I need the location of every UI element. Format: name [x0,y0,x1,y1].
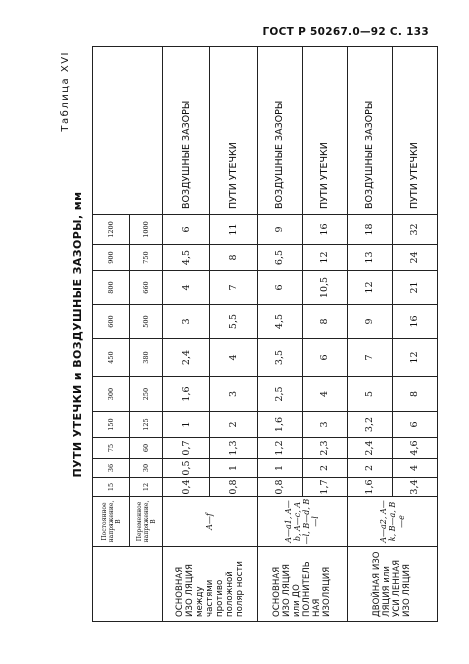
value-cell: 6 [302,339,347,377]
dc-voltage-cell: 1200 [93,215,130,245]
value-cell: 1,7 [302,478,347,497]
test-points-cell: A—f [163,497,257,547]
value-cell: 2 [347,459,392,478]
value-cell: 12 [392,339,437,377]
table-row [163,47,210,622]
value-cell: 13 [347,245,392,271]
value-cell: 0,7 [163,438,210,459]
measure-kind-cell: ВОЗДУШНЫЕ ЗАЗОРЫ [347,47,392,215]
table-body [93,47,438,622]
ac-voltage-cell: 12 [130,478,163,497]
dc-voltage-cell: 15 [93,478,130,497]
value-cell: 1 [210,459,257,478]
value-cell: 7 [210,271,257,305]
value-cell: 2,5 [257,377,302,412]
ac-voltage-cell: 1000 [130,215,163,245]
ac-voltage-header: Переменное напряжение, В [130,497,163,547]
value-cell: 3 [210,377,257,412]
dc-voltage-cell: 900 [93,245,130,271]
value-cell: 4 [210,339,257,377]
value-cell: 1,6 [347,478,392,497]
value-cell: 3 [302,412,347,438]
value-cell: 2,4 [347,438,392,459]
value-cell: 7 [347,339,392,377]
value-cell: 5,5 [210,305,257,339]
value-cell: 6 [163,215,210,245]
measure-kind-cell: ПУТИ УТЕЧКИ [210,47,257,215]
value-cell: 0,8 [210,478,257,497]
value-cell: 5 [347,377,392,412]
value-cell: 4 [302,377,347,412]
ac-voltage-cell: 250 [130,377,163,412]
value-cell: 10,5 [302,271,347,305]
clearance-table [92,46,438,622]
test-points-cell: A—a1, A—b, A—c, A—l, B—d, B—l [257,497,347,547]
insulation-type-cell: ДВОЙНАЯ ИЗО ЛЯЦИЯ или УСИ ЛЕННАЯ ИЗО ЛЯЦИЯ [347,547,437,622]
value-cell: 4,5 [163,245,210,271]
value-cell: 24 [392,245,437,271]
value-cell: 0,4 [163,478,210,497]
value-cell: 6 [392,412,437,438]
value-cell: 2,4 [163,339,210,377]
ac-voltage-cell: 500 [130,305,163,339]
dc-voltage-cell: 300 [93,377,130,412]
value-cell: 4 [392,459,437,478]
value-cell: 32 [392,215,437,245]
value-cell: 2,3 [302,438,347,459]
ac-voltage-cell: 750 [130,245,163,271]
measure-kind-cell: ПУТИ УТЕЧКИ [392,47,437,215]
value-cell: 1,6 [257,412,302,438]
value-cell: 1,6 [163,377,210,412]
value-cell: 6 [257,271,302,305]
measure-kind-cell: ВОЗДУШНЫЕ ЗАЗОРЫ [163,47,210,215]
ac-voltage-cell: 380 [130,339,163,377]
value-cell: 0,8 [257,478,302,497]
insulation-type-cell: ОСНОВНАЯ ИЗО ЛЯЦИЯ между частями противо положной поляр ности [163,547,257,622]
value-cell: 11 [210,215,257,245]
measure-kind-cell: ПУТИ УТЕЧКИ [302,47,347,215]
value-cell: 16 [392,305,437,339]
value-cell: 9 [347,305,392,339]
ac-voltage-cell: 125 [130,412,163,438]
value-cell: 2 [302,459,347,478]
value-cell: 12 [347,271,392,305]
value-cell: 4,5 [257,305,302,339]
dc-voltage-header: Постоянное напряжение, В [93,497,130,547]
header-empty-cell [93,47,163,215]
dc-voltage-cell: 150 [93,412,130,438]
dc-voltage-cell: 800 [93,271,130,305]
value-cell: 3,5 [257,339,302,377]
ac-voltage-cell: 30 [130,459,163,478]
value-cell: 18 [347,215,392,245]
value-cell: 9 [257,215,302,245]
table-title: ПУТИ УТЕЧКИ и ВОЗДУШНЫЕ ЗАЗОРЫ, мм [71,191,84,478]
value-cell: 1 [257,459,302,478]
value-cell: 4,6 [392,438,437,459]
value-cell: 4 [163,271,210,305]
insulation-type-cell: ОСНОВНАЯ ИЗО ЛЯЦИЯ или ДО ПОЛНИТЕЛЬ НАЯ ИЗОЛЯЦИЯ [257,547,347,622]
value-cell: 8 [302,305,347,339]
value-cell: 8 [210,245,257,271]
table-row [347,47,392,622]
value-cell: 8 [392,377,437,412]
value-cell: 12 [302,245,347,271]
value-cell: 3,2 [347,412,392,438]
value-cell: 0,5 [163,459,210,478]
dc-voltage-cell: 75 [93,438,130,459]
test-points-cell: A—a2, A—k, B—a, B—e [347,497,437,547]
rotated-table-page [58,47,438,622]
value-cell: 1,2 [257,438,302,459]
table-label: Таблица XVI [60,51,71,132]
document-header: ГОСТ Р 50267.0—92 С. 133 [262,26,429,38]
value-cell: 1,3 [210,438,257,459]
value-cell: 6,5 [257,245,302,271]
dc-voltage-cell: 36 [93,459,130,478]
ac-voltage-cell: 60 [130,438,163,459]
header-empty-cell [93,547,163,622]
table-row [257,47,302,622]
dc-header-row [93,47,130,622]
dc-voltage-cell: 600 [93,305,130,339]
ac-voltage-cell: 660 [130,271,163,305]
measure-kind-cell: ВОЗДУШНЫЕ ЗАЗОРЫ [257,47,302,215]
value-cell: 3,4 [392,478,437,497]
dc-voltage-cell: 450 [93,339,130,377]
value-cell: 2 [210,412,257,438]
value-cell: 3 [163,305,210,339]
value-cell: 16 [302,215,347,245]
value-cell: 21 [392,271,437,305]
value-cell: 1 [163,412,210,438]
